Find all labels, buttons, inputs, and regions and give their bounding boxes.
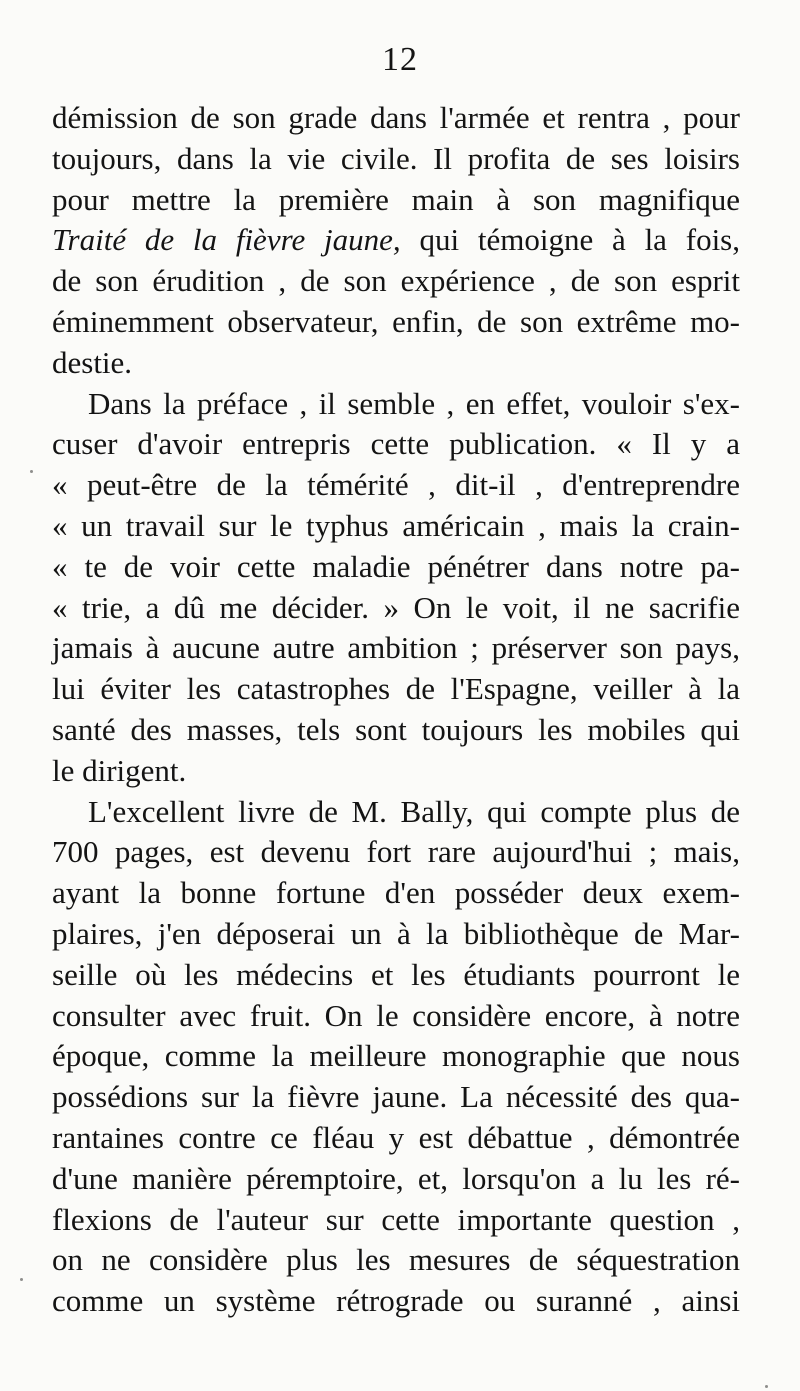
text-line: L'excellent livre de M. Bally, qui compte plus de bbox=[88, 793, 740, 829]
book-title-italic: Traité de la fièvre jaune, bbox=[52, 222, 401, 258]
text-line: 700 pages, est devenu fort rare aujourd'hui ; mais, bbox=[52, 834, 740, 870]
text-line: rantaines contre ce fléau y est débattue , démontrée bbox=[52, 1119, 740, 1155]
page-number: 12 bbox=[382, 41, 418, 78]
text-line bbox=[52, 220, 740, 261]
text-line: lui éviter les catastrophes de l'Espagne, veiller à la bbox=[52, 671, 740, 707]
print-speck bbox=[20, 1278, 23, 1281]
text-line: consulter avec fruit. On le considère encore, à notre bbox=[52, 997, 740, 1033]
paragraph-3 bbox=[52, 792, 740, 1322]
text-line: on ne considère plus les mesures de séquestration bbox=[52, 1242, 740, 1278]
text-line: pour mettre la première main à son magnifique bbox=[52, 181, 740, 217]
text-line: « trie, a dû me décider. » On le voit, il ne sacrifie bbox=[52, 589, 740, 625]
text-line: plaires, j'en déposerai un à la bibliothèque de Mar- bbox=[52, 915, 740, 951]
text-line: santé des masses, tels sont toujours les mobiles qui bbox=[52, 711, 740, 747]
text-line: éminemment observateur, enfin, de son extrême mo- bbox=[52, 303, 740, 339]
text-line: seille où les médecins et les étudiants pourront le bbox=[52, 956, 740, 992]
text-line: cuser d'avoir entrepris cette publication. « Il y a bbox=[52, 426, 740, 462]
text-line: d'une manière péremptoire, et, lorsqu'on a lu les ré- bbox=[52, 1160, 740, 1196]
text-line: jamais à aucune autre ambition ; préserver son pays, bbox=[52, 630, 740, 666]
text-line: le dirigent. bbox=[52, 752, 187, 788]
text-line: destie. bbox=[52, 344, 133, 380]
text-line: ayant la bonne fortune d'en posséder deux exem- bbox=[52, 875, 740, 911]
paragraph-1 bbox=[52, 98, 740, 384]
body-text bbox=[52, 98, 740, 1322]
print-speck bbox=[765, 1385, 768, 1388]
text-line: démission de son grade dans l'armée et rentra , pour bbox=[52, 100, 740, 135]
text-line: comme un système rétrograde ou suranné , ainsi bbox=[52, 1283, 740, 1319]
text-line: « peut-être de la témérité , dit-il , d'entreprendre bbox=[52, 467, 740, 503]
text-line-rest: qui témoigne à la fois, bbox=[400, 222, 740, 258]
text-line: époque, comme la meilleure monographie que nous bbox=[52, 1038, 740, 1074]
text-line: de son érudition , de son expérience , de son esprit bbox=[52, 263, 740, 299]
text-line: flexions de l'auteur sur cette importante question , bbox=[52, 1201, 740, 1237]
text-line: possédions sur la fièvre jaune. La nécessité des qua- bbox=[52, 1079, 740, 1115]
paragraph-2 bbox=[52, 384, 740, 792]
text-line: « te de voir cette maladie pénétrer dans notre pa- bbox=[52, 548, 740, 584]
text-line: toujours, dans la vie civile. Il profita de ses loisirs bbox=[52, 140, 740, 176]
text-line: « un travail sur le typhus américain , mais la crain- bbox=[52, 507, 740, 543]
print-speck bbox=[30, 470, 33, 473]
text-line: Dans la préface , il semble , en effet, vouloir s'ex- bbox=[88, 385, 740, 421]
